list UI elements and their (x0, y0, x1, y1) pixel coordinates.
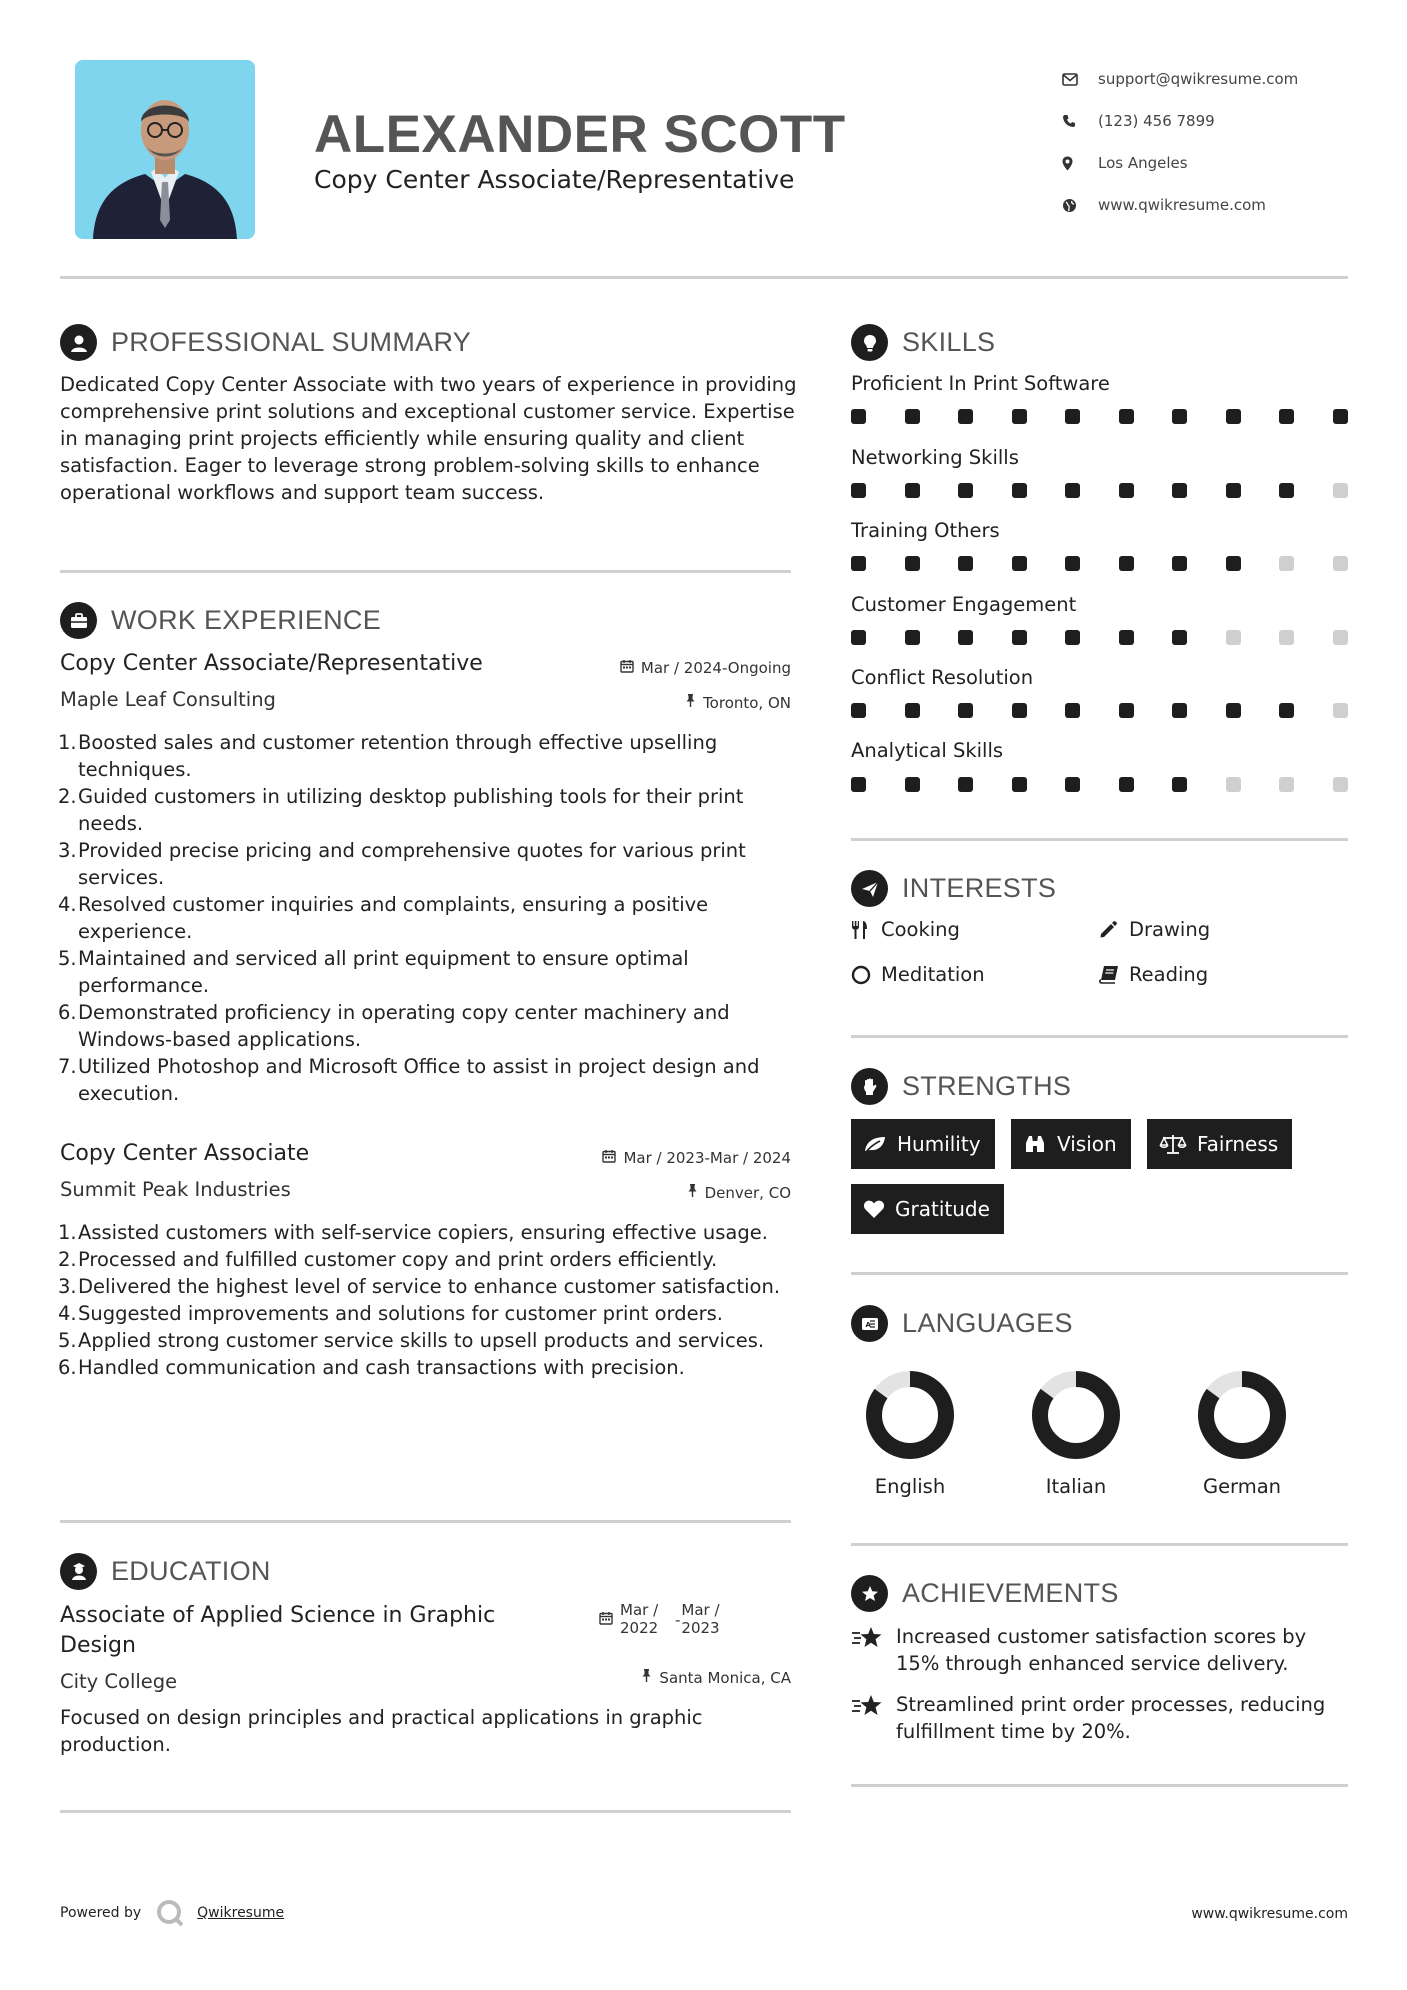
star-icon (851, 1623, 896, 1677)
list-item: Resolved customer inquiries and complaints, ensuring a positive experience. (78, 893, 709, 943)
star-icon (851, 1691, 896, 1745)
language-gauge (1192, 1365, 1292, 1465)
list-item: Provided precise pricing and comprehensive quotes for various print services. (78, 839, 746, 889)
skill-dot-filled (1012, 483, 1027, 498)
email-icon (1062, 73, 1098, 86)
skill-name: Training Others (851, 519, 1000, 542)
skill-dot-filled (1172, 703, 1187, 718)
achievements-divider (851, 1784, 1348, 1787)
brand-link[interactable]: Qwikresume (197, 1905, 285, 1921)
job-bullets (60, 1219, 800, 1381)
experience-heading (60, 602, 381, 639)
list-item: Applied strong customer service skills to upsell products and services. (78, 1329, 765, 1352)
pencil-icon (1099, 920, 1129, 939)
skill-dot-filled (1065, 703, 1080, 718)
language-item (850, 1365, 970, 1498)
interests-divider (851, 1035, 1348, 1038)
phone-icon (1062, 114, 1098, 128)
strength-label: Fairness (1197, 1132, 1279, 1156)
achievement-text: Increased customer satisfaction scores by 15% through enhanced service delivery. (896, 1625, 1307, 1675)
candidate-title: Copy Center Associate/Representative (314, 165, 795, 194)
skill-dot-filled (1119, 483, 1134, 498)
skill-dot-filled (1172, 409, 1187, 424)
summary-divider (60, 570, 791, 573)
calendar-icon (602, 1149, 616, 1167)
skill-name: Networking Skills (851, 446, 1019, 469)
footer-powered (60, 1898, 284, 1928)
language-name: German (1202, 1475, 1282, 1498)
graduation-icon (60, 1553, 97, 1590)
job-location (687, 1183, 791, 1202)
skill-name: Proficient In Print Software (851, 372, 1110, 395)
language-name: Italian (1045, 1475, 1107, 1498)
education-heading-text: EDUCATION (111, 1556, 271, 1586)
skills-heading-text: SKILLS (902, 327, 996, 357)
strength-label: Humility (897, 1132, 981, 1156)
circle-icon (851, 965, 881, 985)
skill-name: Analytical Skills (851, 739, 1004, 762)
skill-dot-filled (905, 703, 920, 718)
calendar-icon (620, 659, 634, 677)
pin-icon (685, 693, 696, 712)
scale-icon (1159, 1133, 1187, 1155)
pin-icon (641, 1668, 652, 1687)
user-icon (60, 324, 97, 361)
skill-rating (851, 777, 1348, 792)
skill-dot-filled (905, 409, 920, 424)
skill-dot-filled (1226, 556, 1241, 571)
strength-label: Gratitude (895, 1197, 990, 1221)
skill-dot-filled (1012, 630, 1027, 645)
paper-plane-icon (851, 870, 888, 907)
strengths-divider (851, 1272, 1348, 1275)
list-item: Suggested improvements and solutions for customer print orders. (78, 1302, 723, 1325)
skills-divider (851, 838, 1348, 841)
interest-item (851, 918, 960, 941)
skill-rating (851, 556, 1348, 571)
list-item: Assisted customers with self-service copiers, ensuring effective usage. (78, 1221, 768, 1244)
skill-dot-filled (1226, 703, 1241, 718)
experience-heading-text: WORK EXPERIENCE (111, 605, 382, 635)
skill-dot-filled (905, 630, 920, 645)
skill-dot-filled (851, 777, 866, 792)
skill-dot-filled (1119, 556, 1134, 571)
skill-dot-filled (851, 630, 866, 645)
contact-website[interactable] (1062, 184, 1362, 226)
language-name: English (874, 1475, 946, 1498)
language-gauge (860, 1365, 960, 1465)
skill-name: Conflict Resolution (851, 666, 1034, 689)
skill-dot-filled (1119, 703, 1134, 718)
powered-by-text: Powered by (60, 1905, 142, 1921)
degree-title: Associate of Applied Science in Graphic Design (60, 1603, 496, 1658)
summary-heading (60, 324, 471, 361)
job-dates-text: Mar / 2023-Mar / 2024 (623, 1149, 791, 1167)
binoculars-icon (1023, 1134, 1047, 1154)
education-location (641, 1668, 791, 1687)
qwikresume-logo-icon (155, 1898, 185, 1928)
interest-label: Meditation (881, 963, 985, 986)
achievements-heading-text: ACHIEVEMENTS (902, 1578, 1119, 1608)
skill-dot-filled (1012, 777, 1027, 792)
interest-item (1099, 963, 1208, 986)
skill-rating (851, 630, 1348, 645)
achievement-text: Streamlined print order processes, reducing fulfillment time by 20%. (896, 1693, 1326, 1743)
list-item: Processed and fulfilled customer copy and print orders efficiently. (78, 1248, 718, 1271)
summary-text: Dedicated Copy Center Associate with two years of experience in providing comprehensive print solutions and exceptional customer service. Expertise in managing print projects efficiently while ensuring quality and client satisfaction. Eager to leverage strong problem-solving skills to enhance operational workflows and support team success. (60, 373, 797, 504)
language-icon (851, 1305, 888, 1342)
skill-dot-filled (1065, 556, 1080, 571)
contact-location-text: Los Angeles (1098, 154, 1188, 172)
education-description: Focused on design principles and practical applications in graphic production. (60, 1706, 703, 1756)
skill-rating (851, 483, 1348, 498)
skill-dot-filled (1172, 556, 1187, 571)
contact-email-text: support@qwikresume.com (1098, 70, 1299, 88)
job-bullets (60, 729, 800, 1107)
education-date-start: Mar / 2022 (620, 1601, 659, 1637)
skill-dot-filled (1012, 703, 1027, 718)
strengths-heading-text: STRENGTHS (902, 1071, 1072, 1101)
job-company: Maple Leaf Consulting (60, 688, 276, 711)
skill-dot-empty (1333, 556, 1348, 571)
job-dates (602, 1149, 791, 1167)
strength-tag (1011, 1119, 1131, 1169)
briefcase-icon (60, 602, 97, 639)
contact-phone-text: (123) 456 7899 (1098, 112, 1215, 130)
skill-dot-filled (1065, 630, 1080, 645)
skill-dot-filled (958, 409, 973, 424)
skill-dot-filled (958, 777, 973, 792)
skill-dot-empty (1226, 630, 1241, 645)
interest-label: Drawing (1129, 918, 1211, 941)
skill-dot-filled (958, 630, 973, 645)
star-badge-icon (851, 1575, 888, 1612)
skill-dot-filled (1279, 483, 1294, 498)
skill-dot-filled (1226, 483, 1241, 498)
skill-name: Customer Engagement (851, 593, 1077, 616)
svg-text:A: A (865, 1320, 871, 1329)
language-item (1016, 1365, 1136, 1498)
skill-dot-filled (1119, 777, 1134, 792)
language-item (1182, 1365, 1302, 1498)
job-company: Summit Peak Industries (60, 1178, 291, 1201)
languages-divider (851, 1543, 1348, 1546)
interest-label: Cooking (881, 918, 960, 941)
strength-tag (851, 1184, 1004, 1234)
languages-heading-text: LANGUAGES (902, 1308, 1073, 1338)
list-item: Boosted sales and customer retention through effective upselling techniques. (78, 731, 718, 781)
interest-label: Reading (1129, 963, 1209, 986)
job-dates (620, 659, 791, 677)
skill-dot-empty (1333, 630, 1348, 645)
strengths-heading (851, 1068, 1071, 1105)
strength-tag (851, 1119, 995, 1169)
contact-list (1062, 58, 1362, 226)
education-dates (599, 1601, 729, 1637)
education-date-end: Mar / 2023 (681, 1601, 720, 1637)
skill-dot-empty (1333, 777, 1348, 792)
skill-dot-filled (905, 483, 920, 498)
skill-dot-filled (1119, 409, 1134, 424)
list-item: Demonstrated proficiency in operating copy center machinery and Windows-based applications. (78, 1001, 730, 1051)
education-heading (60, 1553, 271, 1590)
pin-icon (687, 1183, 698, 1202)
contact-website-text: www.qwikresume.com (1098, 196, 1266, 214)
achievements-heading (851, 1575, 1119, 1612)
skill-dot-filled (1333, 409, 1348, 424)
globe-icon (1062, 198, 1098, 213)
candidate-name: ALEXANDER SCOTT (314, 105, 846, 164)
skill-dot-filled (1065, 777, 1080, 792)
list-item: Maintained and serviced all print equipment to ensure optimal performance. (78, 947, 689, 997)
list-item: Delivered the highest level of service to enhance customer satisfaction. (78, 1275, 781, 1298)
summary-heading-text: PROFESSIONAL SUMMARY (111, 327, 472, 357)
languages-heading (851, 1305, 1073, 1342)
strength-tag (1147, 1119, 1292, 1169)
education-divider (60, 1810, 791, 1813)
skill-dot-empty (1226, 777, 1241, 792)
interest-item (851, 963, 985, 986)
job-location-text: Denver, CO (704, 1183, 791, 1202)
interests-heading-text: INTERESTS (902, 873, 1057, 903)
skill-dot-filled (958, 703, 973, 718)
header-divider (60, 276, 1348, 279)
fist-icon (851, 1068, 888, 1105)
skill-dot-filled (1279, 409, 1294, 424)
education-location-text: Santa Monica, CA (659, 1668, 791, 1687)
profile-photo (75, 60, 255, 239)
contact-phone[interactable] (1062, 100, 1362, 142)
skill-dot-filled (851, 483, 866, 498)
skill-dot-empty (1333, 483, 1348, 498)
skill-dot-empty (1333, 703, 1348, 718)
skill-dot-filled (1172, 630, 1187, 645)
interest-item (1099, 918, 1210, 941)
heart-icon (863, 1199, 885, 1219)
book-icon (1099, 965, 1129, 984)
education-date-sep: - (675, 1611, 681, 1629)
school-name: City College (60, 1670, 178, 1693)
language-gauge (1026, 1365, 1126, 1465)
skill-dot-filled (958, 556, 973, 571)
strength-label: Vision (1057, 1132, 1117, 1156)
lightbulb-icon (851, 324, 888, 361)
job-title: Copy Center Associate/Representative (60, 651, 483, 676)
job-location-text: Toronto, ON (703, 693, 791, 712)
experience-divider (60, 1520, 791, 1523)
contact-location (1062, 142, 1362, 184)
skills-heading (851, 324, 995, 361)
skill-dot-empty (1279, 630, 1294, 645)
calendar-icon (599, 1611, 613, 1629)
skill-dot-filled (1172, 483, 1187, 498)
skill-dot-filled (851, 409, 866, 424)
list-item: Handled communication and cash transactions with precision. (78, 1356, 685, 1379)
skill-dot-empty (1279, 777, 1294, 792)
skill-dot-empty (1279, 556, 1294, 571)
skill-dot-filled (851, 556, 866, 571)
skill-dot-filled (958, 483, 973, 498)
job-dates-text: Mar / 2024-Ongoing (640, 659, 791, 677)
job-location (685, 693, 791, 712)
skill-dot-filled (1065, 409, 1080, 424)
interests-heading (851, 870, 1056, 907)
leaf-icon (863, 1134, 887, 1154)
skill-rating (851, 703, 1348, 718)
utensils-icon (851, 920, 881, 940)
footer-url[interactable]: www.qwikresume.com (1191, 1906, 1348, 1922)
list-item: Utilized Photoshop and Microsoft Office to assist in project design and execution. (78, 1055, 760, 1105)
skill-dot-filled (1279, 703, 1294, 718)
contact-email[interactable] (1062, 58, 1362, 100)
skill-dot-filled (1172, 777, 1187, 792)
skill-dot-filled (1226, 409, 1241, 424)
skill-dot-filled (905, 777, 920, 792)
skill-dot-filled (1012, 409, 1027, 424)
location-icon (1062, 156, 1098, 171)
skill-dot-filled (1012, 556, 1027, 571)
list-item: Guided customers in utilizing desktop publishing tools for their print needs. (78, 785, 744, 835)
skill-dot-filled (905, 556, 920, 571)
skill-rating (851, 409, 1348, 424)
achievement-item (851, 1691, 1348, 1745)
skill-dot-filled (1119, 630, 1134, 645)
job-title: Copy Center Associate (60, 1141, 310, 1166)
achievement-item (851, 1623, 1348, 1677)
skill-dot-filled (851, 703, 866, 718)
skill-dot-filled (1065, 483, 1080, 498)
